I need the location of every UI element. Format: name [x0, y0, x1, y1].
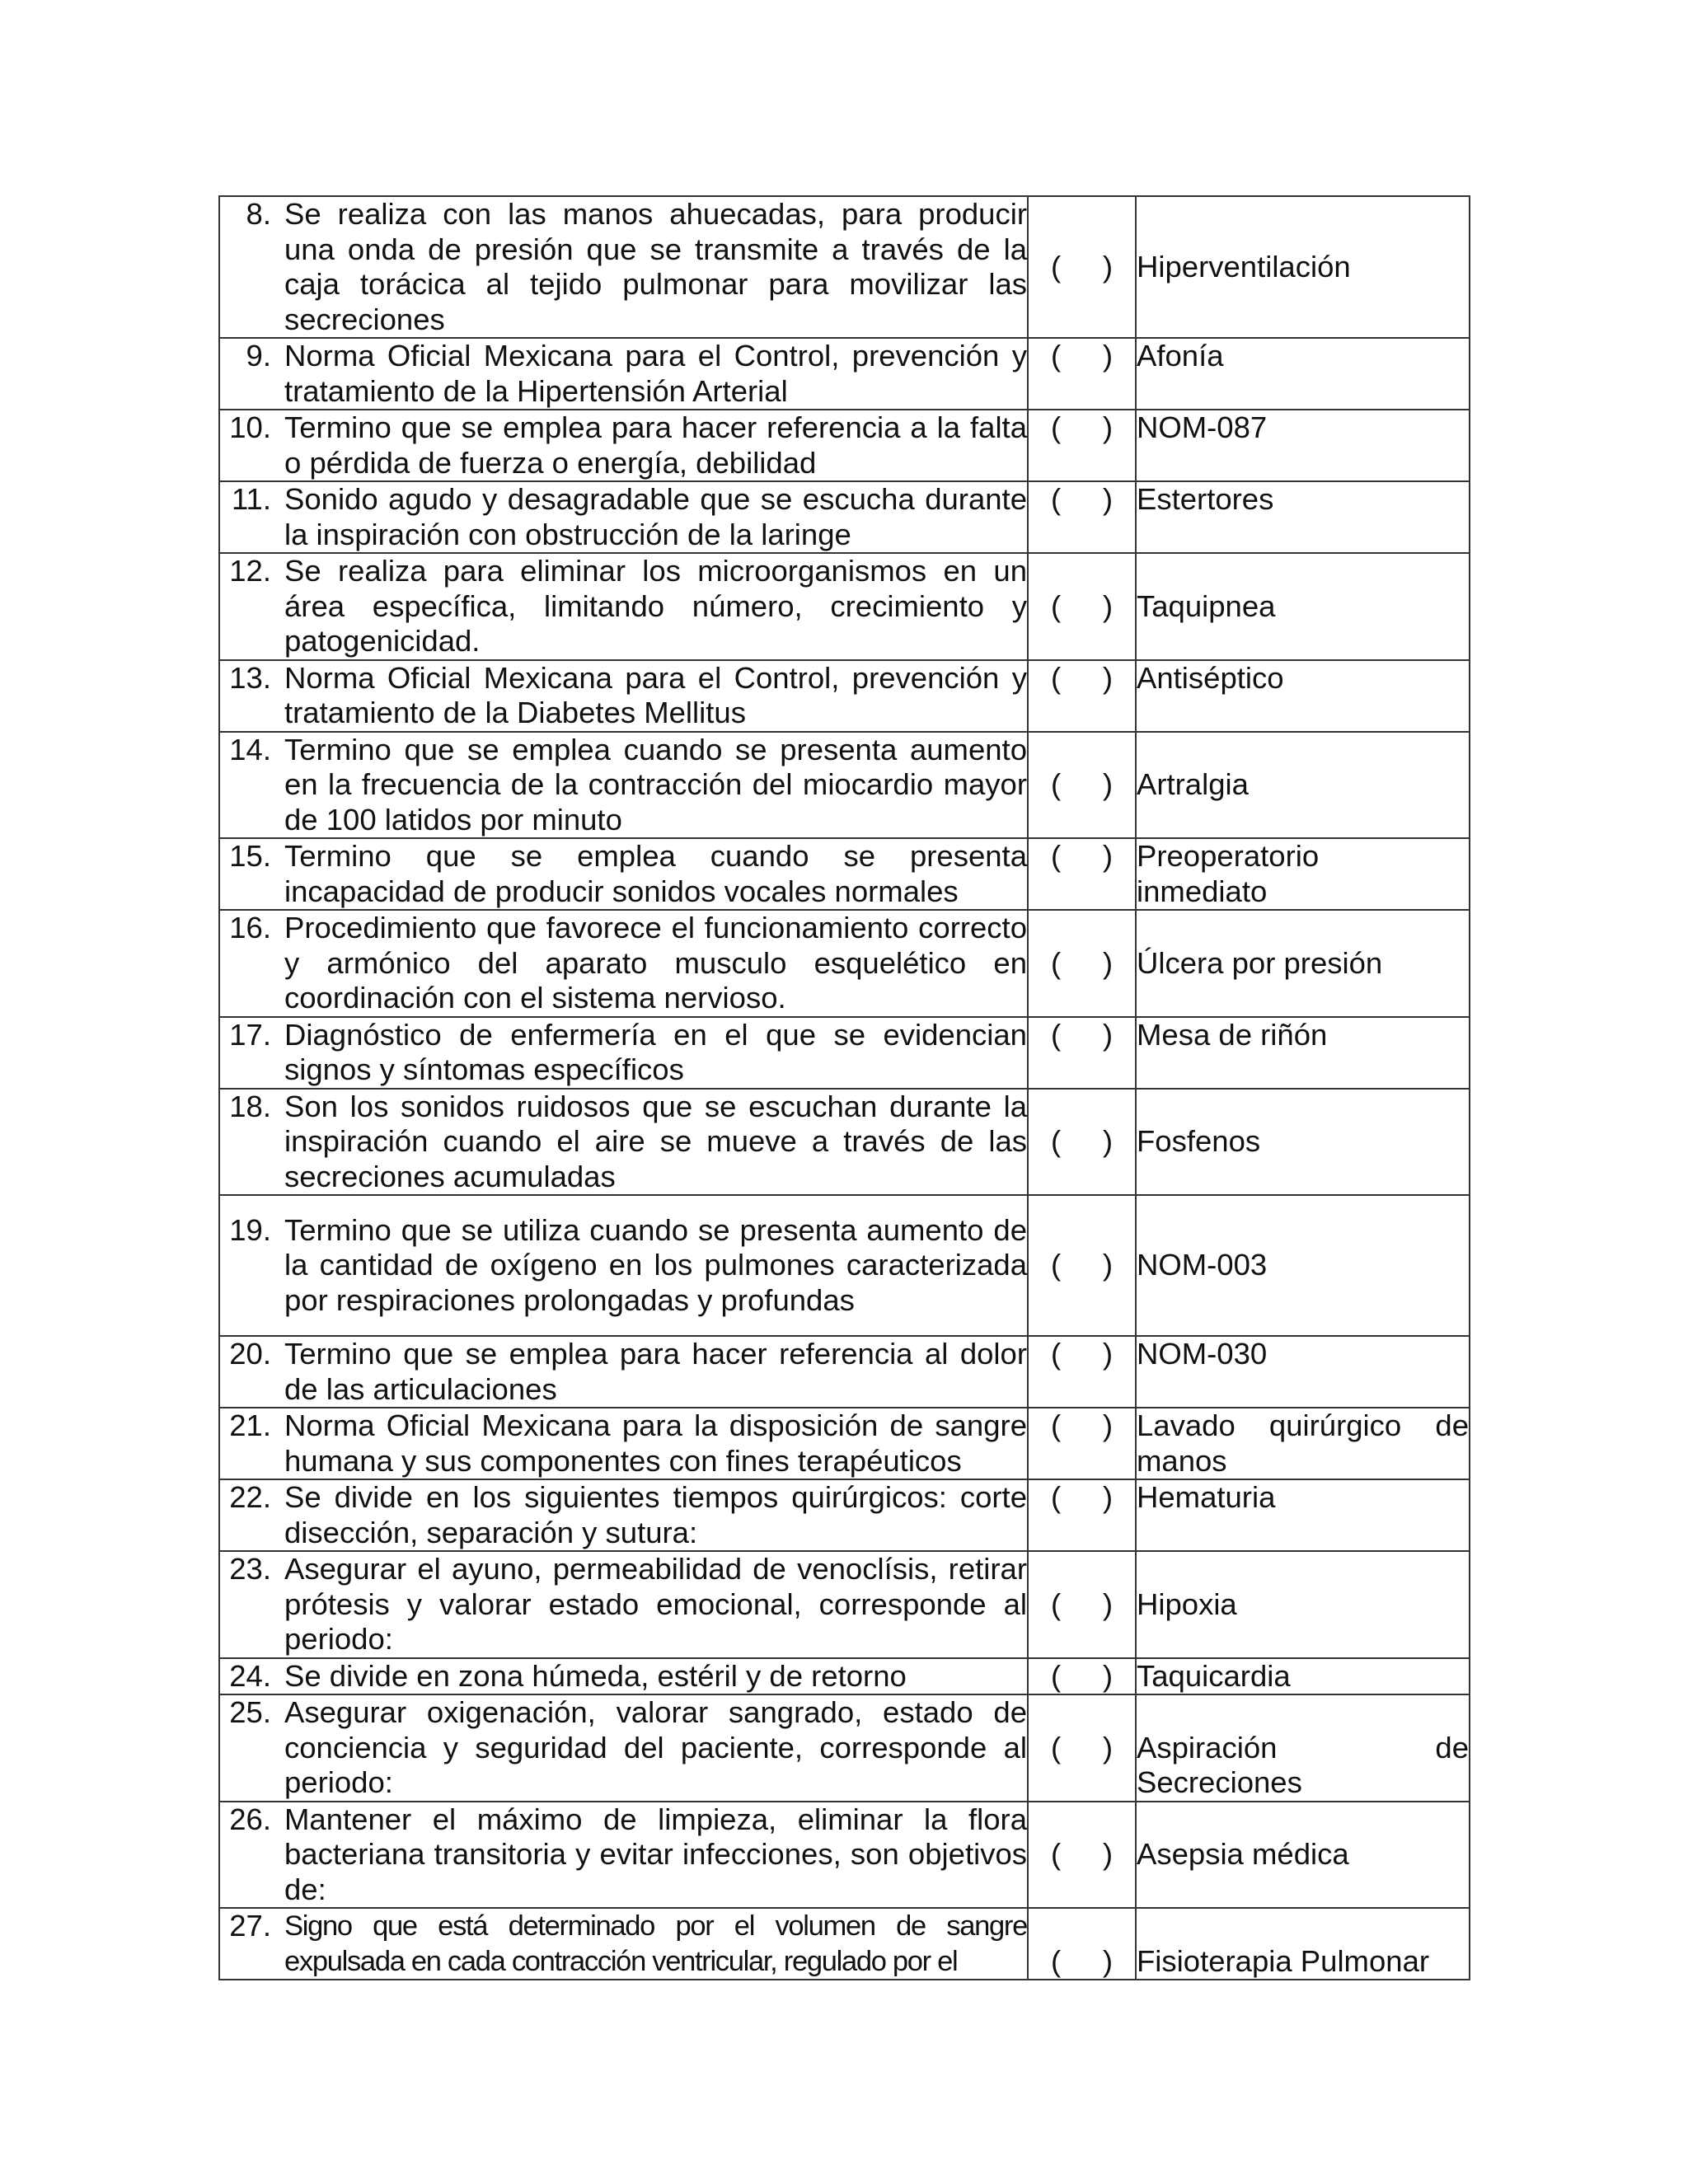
question-number: 16. — [229, 911, 271, 944]
table-row — [219, 1017, 1470, 1089]
table-row — [219, 1802, 1470, 1909]
answer-option: Afonía — [1136, 338, 1470, 410]
question-text: Termino que se emplea para hacer referencia a la falta o pérdida de fuerza o energía, debilidad — [284, 410, 1027, 480]
table-row — [219, 553, 1470, 660]
question-text: Signo que está determinado por el volumen de sangre expulsada en cada contracción ventricular, regulado por el — [284, 1910, 1027, 1977]
question-cell — [219, 1195, 1028, 1336]
table-row — [219, 838, 1470, 910]
answer-option: Lavado quirúrgico de manos — [1136, 1408, 1470, 1479]
question-text: Asegurar oxigenación, valorar sangrado, estado de conciencia y seguridad del paciente, corresponde al periodo: — [284, 1695, 1027, 1799]
question-cell — [219, 910, 1028, 1017]
question-cell — [219, 196, 1028, 338]
answer-option: Taquicardia — [1136, 1658, 1470, 1695]
answer-blank[interactable]: ( ) — [1028, 196, 1136, 338]
question-number: 9. — [246, 339, 271, 373]
question-cell — [219, 660, 1028, 732]
question-number: 26. — [229, 1802, 271, 1836]
question-number: 15. — [229, 839, 271, 873]
table-row — [219, 1479, 1470, 1551]
answer-option: Hipoxia — [1136, 1551, 1470, 1658]
question-number: 17. — [229, 1017, 271, 1052]
answer-option — [1136, 1694, 1470, 1802]
question-cell — [219, 1694, 1028, 1802]
table-row — [219, 660, 1470, 732]
table-row — [219, 732, 1470, 839]
question-cell — [219, 1336, 1028, 1408]
table-row — [219, 410, 1470, 481]
answer-option: Fisioterapia Pulmonar — [1136, 1908, 1470, 1980]
table-row — [219, 1658, 1470, 1695]
answer-blank[interactable]: ( ) — [1028, 1694, 1136, 1802]
question-cell — [219, 1408, 1028, 1479]
question-cell — [219, 1479, 1028, 1551]
answer-blank[interactable]: ( ) — [1028, 1908, 1136, 1980]
table-row — [219, 481, 1470, 553]
answer-blank[interactable]: ( ) — [1028, 481, 1136, 553]
question-cell — [219, 1017, 1028, 1089]
question-cell — [219, 481, 1028, 553]
answer-blank[interactable]: ( ) — [1028, 553, 1136, 660]
question-text: Son los sonidos ruidosos que se escuchan durante la inspiración cuando el aire se mueve a través de las secreciones acumuladas — [284, 1089, 1027, 1193]
answer-blank[interactable]: ( ) — [1028, 1336, 1136, 1408]
answer-option: NOM-003 — [1136, 1195, 1470, 1336]
answer-option: NOM-030 — [1136, 1336, 1470, 1408]
answer-blank[interactable]: ( ) — [1028, 1479, 1136, 1551]
table-row — [219, 1195, 1470, 1336]
question-number: 23. — [229, 1552, 271, 1586]
answer-blank[interactable]: ( ) — [1028, 1658, 1136, 1695]
matching-table — [218, 195, 1470, 1980]
answer-blank[interactable]: ( ) — [1028, 1017, 1136, 1089]
question-number: 8. — [246, 197, 271, 231]
question-number: 12. — [229, 554, 271, 588]
answer-option: Hematuria — [1136, 1479, 1470, 1551]
answer-option: Artralgia — [1136, 732, 1470, 839]
table-row — [219, 1336, 1470, 1408]
question-number: 27. — [229, 1909, 271, 1943]
answer-option: Preoperatorio inmediato — [1136, 838, 1470, 910]
answer-option-word-1: Aspiración — [1137, 1730, 1278, 1765]
question-number: 25. — [229, 1695, 271, 1729]
question-number: 20. — [229, 1337, 271, 1371]
answer-blank[interactable]: ( ) — [1028, 1195, 1136, 1336]
answer-blank[interactable]: ( ) — [1028, 338, 1136, 410]
question-text: Termino que se emplea cuando se presenta incapacidad de producir sonidos vocales normales — [284, 839, 1027, 908]
question-cell — [219, 732, 1028, 839]
table-row — [219, 196, 1470, 338]
question-cell — [219, 553, 1028, 660]
question-cell — [219, 838, 1028, 910]
table-row — [219, 1908, 1470, 1980]
question-cell — [219, 410, 1028, 481]
answer-option: Fosfenos — [1136, 1089, 1470, 1196]
question-cell — [219, 1802, 1028, 1909]
question-number: 10. — [229, 410, 271, 444]
question-text: Norma Oficial Mexicana para el Control, prevención y tratamiento de la Diabetes Mellitus — [284, 660, 1027, 729]
answer-option: Úlcera por presión — [1136, 910, 1470, 1017]
answer-blank[interactable]: ( ) — [1028, 732, 1136, 839]
answer-option: Asepsia médica — [1136, 1802, 1470, 1909]
question-cell — [219, 338, 1028, 410]
question-text: Se divide en los siguientes tiempos quirúrgicos: corte disección, separación y sutura: — [284, 1480, 1027, 1549]
question-text: Sonido agudo y desagradable que se escucha durante la inspiración con obstrucción de la laringe — [284, 482, 1027, 551]
answer-option: NOM-087 — [1136, 410, 1470, 481]
answer-blank[interactable]: ( ) — [1028, 838, 1136, 910]
question-number: 19. — [229, 1212, 271, 1247]
question-number: 14. — [229, 732, 271, 766]
table-row — [219, 1089, 1470, 1196]
answer-option: Antiséptico — [1136, 660, 1470, 732]
question-number: 22. — [229, 1480, 271, 1514]
table-row — [219, 910, 1470, 1017]
answer-blank[interactable]: ( ) — [1028, 660, 1136, 732]
question-number: 11. — [231, 482, 271, 516]
answer-blank[interactable]: ( ) — [1028, 1089, 1136, 1196]
question-cell — [219, 1551, 1028, 1658]
answer-option-word-3: Secreciones — [1137, 1765, 1302, 1799]
answer-blank[interactable]: ( ) — [1028, 1802, 1136, 1909]
answer-option: Hiperventilación — [1136, 196, 1470, 338]
answer-blank[interactable]: ( ) — [1028, 1408, 1136, 1479]
answer-blank[interactable]: ( ) — [1028, 910, 1136, 1017]
question-text: Se realiza con las manos ahuecadas, para producir una onda de presión que se transmite a través de la caja torácica al tejido pulmonar para movilizar las secreciones — [284, 197, 1027, 336]
question-text: Mantener el máximo de limpieza, eliminar la flora bacteriana transitoria y evitar infecciones, son objetivos de: — [284, 1802, 1027, 1906]
question-text: Termino que se emplea para hacer referencia al dolor de las articulaciones — [284, 1337, 1027, 1406]
answer-blank[interactable]: ( ) — [1028, 1551, 1136, 1658]
question-cell — [219, 1658, 1028, 1695]
question-number: 24. — [229, 1658, 271, 1693]
answer-option: Estertores — [1136, 481, 1470, 553]
question-text: Norma Oficial Mexicana para el Control, prevención y tratamiento de la Hipertensión Arterial — [284, 339, 1027, 408]
question-text: Termino que se emplea cuando se presenta aumento en la frecuencia de la contracción del miocardio mayor de 100 latidos por minuto — [284, 732, 1027, 837]
question-text: Procedimiento que favorece el funcionamiento correcto y armónico del aparato musculo esquelético en coordinación con el sistema nervioso. — [284, 911, 1027, 1015]
question-text: Asegurar el ayuno, permeabilidad de venoclísis, retirar prótesis y valorar estado emocional, corresponde al periodo: — [284, 1552, 1027, 1656]
table-row — [219, 338, 1470, 410]
answer-blank[interactable]: ( ) — [1028, 410, 1136, 481]
question-text: Se realiza para eliminar los microorganismos en un área específica, limitando número, crecimiento y patogenicidad. — [284, 554, 1027, 658]
table-row — [219, 1408, 1470, 1479]
question-text: Termino que se utiliza cuando se presenta aumento de la cantidad de oxígeno en los pulmones caracterizada por respiraciones prolongadas y profundas — [284, 1212, 1027, 1317]
table-row — [219, 1694, 1470, 1802]
question-cell — [219, 1908, 1028, 1980]
answer-option: Mesa de riñón — [1136, 1017, 1470, 1089]
answer-option-word-2: de — [1435, 1730, 1469, 1765]
answer-option: Taquipnea — [1136, 553, 1470, 660]
question-text: Norma Oficial Mexicana para la disposición de sangre humana y sus componentes con fines terapéuticos — [284, 1408, 1027, 1478]
question-number: 18. — [229, 1089, 271, 1123]
question-text: Se divide en zona húmeda, estéril y de retorno — [284, 1658, 907, 1693]
question-number: 21. — [229, 1408, 271, 1442]
question-cell — [219, 1089, 1028, 1196]
question-number: 13. — [229, 660, 271, 695]
table-row — [219, 1551, 1470, 1658]
question-text: Diagnóstico de enfermería en el que se evidencian signos y síntomas específicos — [284, 1017, 1027, 1086]
